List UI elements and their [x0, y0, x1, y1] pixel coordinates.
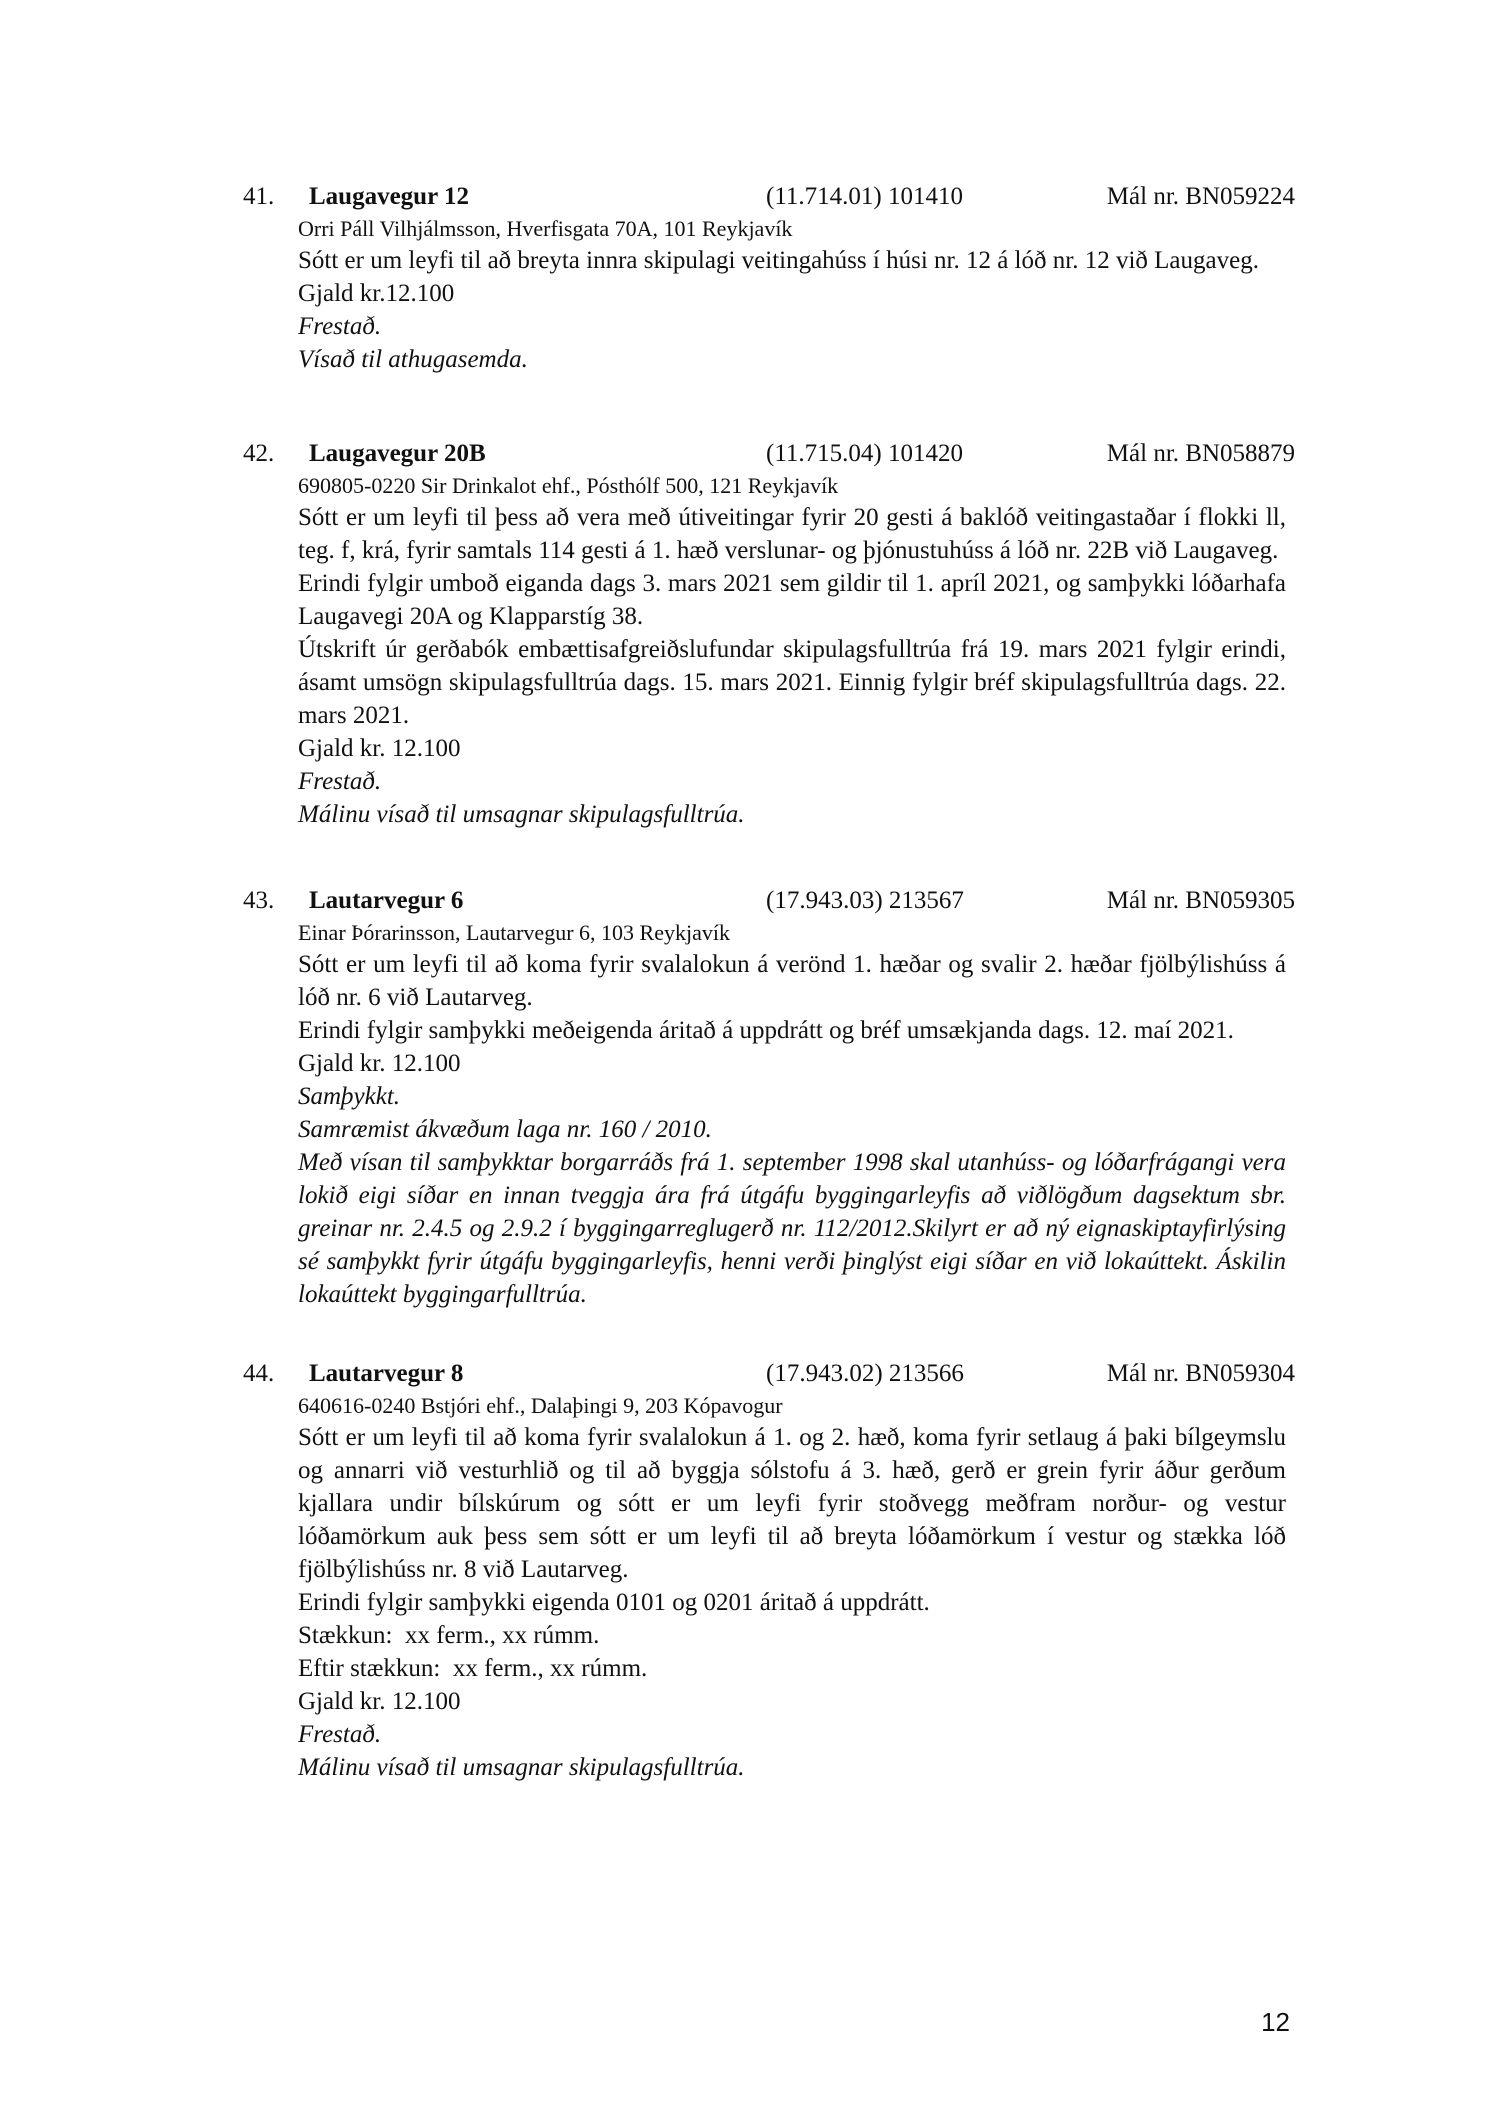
attachment-note: Útskrift úr gerðabók embættisafgreiðslufundar skipulagsfulltrúa frá 19. mars 2021 fylgir erindi, ásamt umsögn skipulagsfulltrúa dags. 15. mars 2021. Einnig fylgir bréf skipulagsfulltrúa dags. 22. mars 2021. — [298, 636, 1286, 729]
case-body — [298, 1421, 1286, 1784]
case-number: 43. — [243, 887, 275, 914]
enlargement: Stækkun: xx ferm., xx rúmm. — [298, 1622, 600, 1649]
case-body — [298, 244, 1286, 376]
after-enlargement: Eftir stækkun: xx ferm., xx rúmm. — [298, 1655, 648, 1682]
decision-note: Málinu vísað til umsagnar skipulagsfulltrúa. — [298, 801, 745, 828]
description: Sótt er um leyfi til að koma fyrir svalalokun á verönd 1. hæðar og svalir 2. hæðar fjölbýlishúss á lóð nr. 6 við Lautarveg. — [298, 951, 1286, 1011]
case-43 — [243, 884, 1295, 1311]
decision: Frestað. — [298, 313, 382, 340]
case-reference: (17.943.02) 213566 — [766, 1360, 964, 1387]
case-41 — [243, 180, 1295, 376]
description: Sótt er um leyfi til að koma fyrir svalalokun á 1. og 2. hæð, koma fyrir setlaug á þaki bílgeymslu og annarri við vesturhlið og til að byggja sólstofu á 3. hæð, gerð er grein fyrir áður gerðum kjallara undir bílskúrum og sótt er um leyfi fyrir stoðvegg meðfram norður- og vestur lóðamörkum auk þess sem sótt er um leyfi til að breyta lóðamörkum í vestur og stækka lóð fjölbýlishúss nr. 8 við Lautarveg. — [298, 1424, 1286, 1583]
case-number: 44. — [243, 1360, 275, 1387]
fee: Gjald kr. 12.100 — [298, 1050, 461, 1077]
case-reference: (11.715.04) 101420 — [766, 440, 963, 467]
case-header — [243, 180, 1295, 214]
case-reference: (17.943.03) 213567 — [766, 887, 964, 914]
description: Sótt er um leyfi til að breyta innra skipulagi veitingahúss í húsi nr. 12 á lóð nr. 12 við Laugaveg. — [298, 247, 1259, 274]
decision: Samþykkt. — [298, 1083, 401, 1110]
case-body — [298, 948, 1286, 1311]
applicant: 640616-0240 Bstjóri ehf., Dalaþingi 9, 203 Kópavogur — [298, 1393, 783, 1418]
case-number: 41. — [243, 183, 275, 210]
case-number: 42. — [243, 440, 275, 467]
applicant: Orri Páll Vilhjálmsson, Hverfisgata 70A, 101 Reykjavík — [298, 216, 793, 241]
case-reference: (11.714.01) 101410 — [766, 183, 963, 210]
decision-note: Málinu vísað til umsagnar skipulagsfulltrúa. — [298, 1754, 745, 1781]
fee: Gjald kr.12.100 — [298, 280, 455, 307]
case-id: Mál nr. BN058879 — [1106, 440, 1295, 467]
case-id: Mál nr. BN059304 — [1106, 1360, 1295, 1387]
decision-conditions: Með vísan til samþykktar borgarráðs frá 1. september 1998 skal utanhúss- og lóðarfrágangi vera lokið eigi síðar en innan tveggja ára frá útgáfu byggingarleyfis að viðlögðum dagsektum sbr. greinar nr. 2.4.5 og 2.9.2 í byggingarreglugerð nr. 112/2012.Skilyrt er að ný eignaskiptayfirlýsing sé samþykkt fyrir útgáfu byggingarleyfis, henni verði þinglýst eigi síðar en við lokaúttekt. Áskilin lokaúttekt byggingarfulltrúa. — [298, 1149, 1286, 1308]
case-44 — [243, 1357, 1295, 1784]
applicant: 690805-0220 Sir Drinkalot ehf., Pósthólf 500, 121 Reykjavík — [298, 473, 839, 498]
case-title: Laugavegur 20B — [309, 440, 486, 467]
case-title: Lautarvegur 8 — [309, 1360, 464, 1387]
case-title: Laugavegur 12 — [309, 183, 469, 210]
case-header — [243, 437, 1295, 471]
case-42 — [243, 437, 1295, 831]
applicant: Einar Þórarinsson, Lautarvegur 6, 103 Reykjavík — [298, 920, 730, 945]
page-number: 12 — [1261, 2007, 1290, 2037]
case-header — [243, 884, 1295, 918]
decision-note: Samræmist ákvæðum laga nr. 160 / 2010. — [298, 1116, 712, 1143]
decision: Frestað. — [298, 1721, 382, 1748]
fee: Gjald kr. 12.100 — [298, 735, 461, 762]
attachment-note: Erindi fylgir samþykki meðeigenda áritað á uppdrátt og bréf umsækjanda dags. 12. maí 2021. — [298, 1017, 1234, 1044]
attachment-note: Erindi fylgir samþykki eigenda 0101 og 0201 áritað á uppdrátt. — [298, 1589, 930, 1616]
case-body — [298, 501, 1286, 831]
case-id: Mál nr. BN059224 — [1106, 183, 1295, 210]
decision-note: Vísað til athugasemda. — [298, 346, 528, 373]
fee: Gjald kr. 12.100 — [298, 1688, 461, 1715]
attachment-note: Erindi fylgir umboð eiganda dags 3. mars 2021 sem gildir til 1. apríl 2021, og samþykki lóðarhafa Laugavegi 20A og Klapparstíg 38. — [298, 570, 1286, 630]
case-id: Mál nr. BN059305 — [1106, 887, 1295, 914]
decision: Frestað. — [298, 768, 382, 795]
description: Sótt er um leyfi til þess að vera með útiveitingar fyrir 20 gesti á baklóð veitingastaðar í flokki ll, teg. f, krá, fyrir samtals 114 gesti á 1. hæð verslunar- og þjónustuhúss á lóð nr. 22B við Laugaveg. — [298, 504, 1286, 564]
case-header — [243, 1357, 1295, 1391]
case-title: Lautarvegur 6 — [309, 887, 464, 914]
